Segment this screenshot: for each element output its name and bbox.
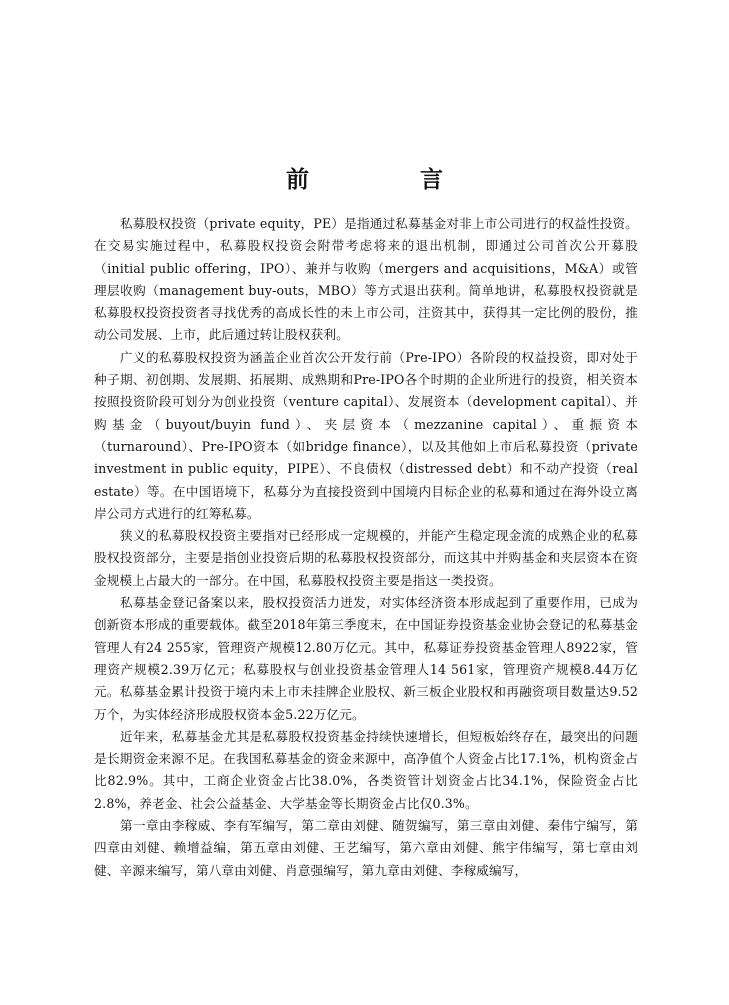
paragraph-6: 第一章由李稼威、李有军编写，第二章由刘健、随贺编写，第三章由刘健、秦伟宁编写，第四章由刘健、赖增益编，第五章由刘健、王艺编写，第六章由刘健、熊宇伟编写，第七章由刘健、辛源来编写，第八章由刘健、肖意强编写，第九章由刘健、李稼威编写， xyxy=(94,818,638,878)
paragraph-4: 私募基金登记备案以来，股权投资活力迸发，对实体经济资本形成起到了重要作用，已成为创新资本形成的重要载体。截至2018年第三季度末，在中国证券投资基金业协会登记的私募基金管理人有24 255家，管理资产规模12.80万亿元。其中，私募证券投资基金管理人8922家，管理资产规模2.39万亿元；私募股权与创业投资基金管理人14 561家，管理资产规模8.44万亿元。私募基金累计投资于境内未上市未挂牌企业股权、新三板企业股权和再融资项目数量达9.52万个，为实体经济形成股权资本金5.22万亿元。 xyxy=(94,595,638,722)
paragraph-2: 广义的私募股权投资为涵盖企业首次公开发行前（Pre-IPO）各阶段的权益投资，即对处于种子期、初创期、发展期、拓展期、成熟期和Pre-IPO各个时期的企业所进行的投资，相关资本按照投资阶段可划分为创业投资（venture capital）、发展资本（development capital）、并购基金（buyout/buyin fund）、夹层资本（mezzanine capital）、重振资本（turnaround）、Pre-IPO资本（如bridge finance），以及其他如上市后私募投资（private investment in public equity，PIPE）、不良债权（distressed debt）和不动产投资（real estate）等。在中国语境下，私募分为直接投资到中国境内目标企业的私募和通过在海外设立离岸公司方式进行的红筹私募。 xyxy=(94,349,638,521)
preface-body xyxy=(94,213,638,882)
page-title: 前 言 xyxy=(286,167,487,193)
paragraph-3: 狭义的私募股权投资主要指对已经形成一定规模的，并能产生稳定现金流的成熟企业的私募股权投资部分，主要是指创业投资后期的私募股权投资部分，而这其中并购基金和夹层资本在资金规模上占最大的一部分。在中国，私募股权投资主要是指这一类投资。 xyxy=(94,528,638,588)
paragraph-5: 近年来，私募基金尤其是私募股权投资基金持续快速增长，但短板始终存在，最突出的问题是长期资金来源不足。在我国私募基金的资金来源中，高净值个人资金占比17.1%，机构资金占比82.9%。其中，工商企业资金占比38.0%，各类资管计划资金占比34.1%，保险资金占比2.8%，养老金、社会公益基金、大学基金等长期资金占比仅0.3%。 xyxy=(94,728,638,811)
paragraph-1: 私募股权投资（private equity，PE）是指通过私募基金对非上市公司进行的权益性投资。在交易实施过程中，私募股权投资会附带考虑将来的退出机制，即通过公司首次公开募股（initial public offering，IPO）、兼并与收购（mergers and acquisitions，M&A）或管理层收购（management buy-outs，MBO）等方式退出获利。简单地讲，私募股权投资就是私募股权投资投资者寻找优秀的高成长性的未上市公司，注资其中，获得其一定比例的股份，推动公司发展、上市，此后通过转让股权获利。 xyxy=(94,216,638,343)
